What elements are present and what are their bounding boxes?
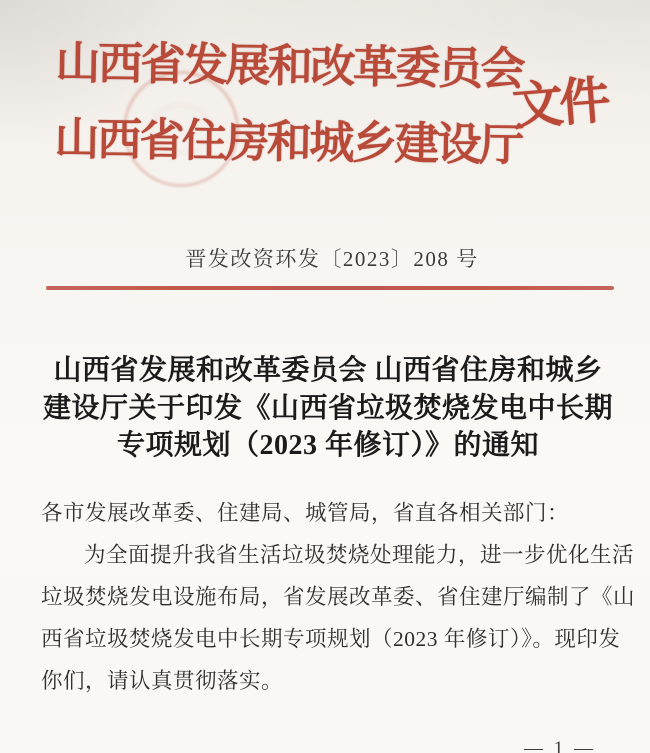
letterhead	[54, 25, 524, 184]
page-number: — 1 —	[524, 738, 596, 753]
title-line-2: 建设厅关于印发《山西省垃圾焚烧发电中长期	[42, 392, 613, 424]
agency-name-line-1: 山西省发展和改革委员会	[55, 37, 524, 95]
document-body	[41, 492, 636, 702]
document-title	[28, 352, 628, 465]
document-number: 晋发改资环发〔2023〕208 号	[185, 247, 479, 271]
body-line: 垃圾焚烧发电设施布局，省发展改革委、省住建厅编制了《山	[41, 585, 636, 609]
document-label: 文件	[510, 73, 609, 137]
red-divider-line	[46, 286, 614, 290]
title-line-3: 专项规划（2023 年修订）》的通知	[116, 430, 539, 461]
body-salutation: 各市发展改革委、住建局、城管局，省直各相关部门：	[41, 501, 570, 525]
agency-name-line-2: 山西省住房和城乡建设厅	[54, 113, 523, 171]
body-line: 西省垃圾焚烧发电中长期专项规划（2023 年修订）》。现印发	[41, 627, 621, 651]
body-line: 你们，请认真贯彻落实。	[41, 669, 284, 693]
body-line: 为全面提升我省生活垃圾焚烧处理能力，进一步优化生活	[84, 543, 635, 567]
title-line-1: 山西省发展和改革委员会 山西省住房和城乡	[53, 355, 603, 386]
